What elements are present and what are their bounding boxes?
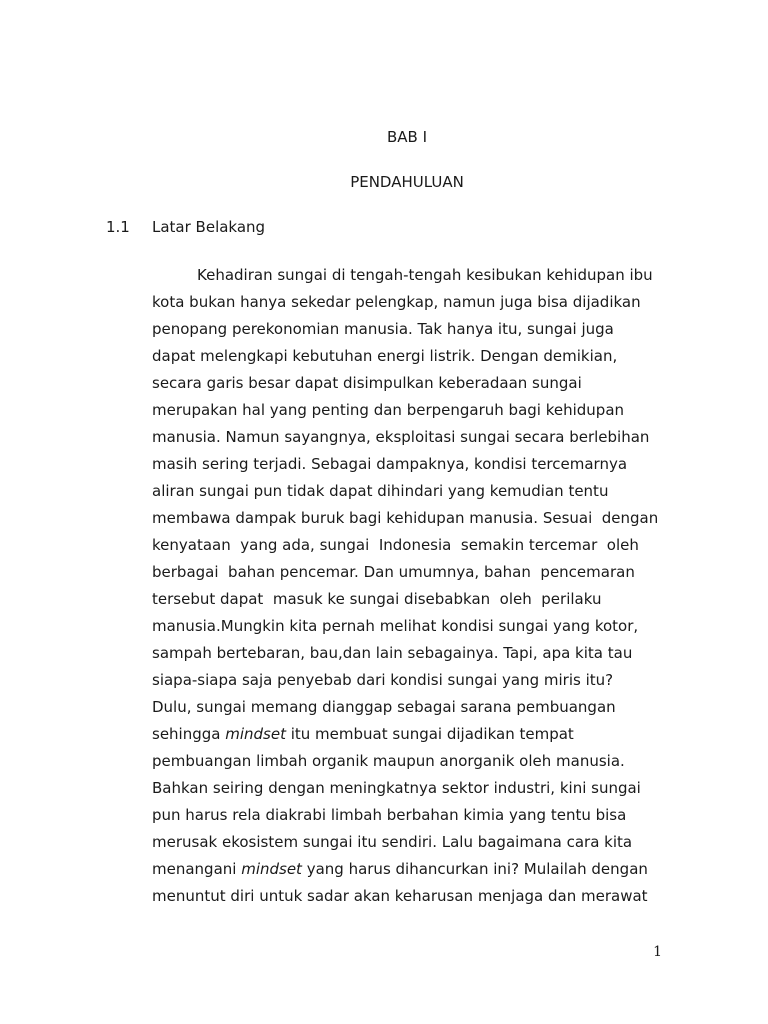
paragraph-line: aliran sungai pun tidak dapat dihindari yang kemudian tentu — [152, 482, 609, 500]
paragraph-line: kota bukan hanya sekedar pelengkap, namun juga bisa dijadikan — [152, 293, 641, 311]
paragraph-line — [152, 856, 672, 883]
paragraph-line: tersebut dapat masuk ke sungai disebabkan oleh perilaku — [152, 590, 602, 608]
body-paragraph — [152, 262, 672, 910]
text-run: itu membuat sungai dijadikan tempat — [285, 725, 574, 743]
paragraph-line: pembuangan limbah organik maupun anorganik oleh manusia. — [152, 752, 625, 770]
paragraph-line: dapat melengkapi kebutuhan energi listrik. Dengan demikian, — [152, 347, 618, 365]
paragraph-line: merusak ekosistem sungai itu sendiri. Lalu bagaimana cara kita — [152, 833, 633, 851]
chapter-number: BAB I — [386, 128, 428, 146]
paragraph-line: manusia.Mungkin kita pernah melihat kondisi sungai yang kotor, — [152, 617, 639, 635]
paragraph-line: sampah bertebaran, bau,dan lain sebagainya. Tapi, apa kita tau — [152, 644, 633, 662]
paragraph-line: berbagai bahan pencemar. Dan umumnya, bahan pencemaran — [152, 563, 635, 581]
paragraph-line: merupakan hal yang penting dan berpengaruh bagi kehidupan — [152, 401, 625, 419]
italic-term: mindset — [241, 860, 302, 878]
paragraph-line: kenyataan yang ada, sungai Indonesia semakin tercemar oleh — [152, 536, 639, 554]
paragraph-line: pun harus rela diakrabi limbah berbahan kimia yang tentu bisa — [152, 806, 627, 824]
paragraph-line: menuntut diri untuk sadar akan keharusan menjaga dan merawat — [152, 887, 648, 905]
paragraph-line: Dulu, sungai memang dianggap sebagai sarana pembuangan — [152, 698, 616, 716]
paragraph-line: Kehadiran sungai di tengah-tengah kesibukan kehidupan ibu — [197, 266, 653, 284]
paragraph-line: membawa dampak buruk bagi kehidupan manusia. Sesuai dengan — [152, 509, 659, 527]
paragraph-line — [152, 721, 672, 748]
italic-term: mindset — [225, 725, 286, 743]
paragraph-line: siapa-siapa saja penyebab dari kondisi sungai yang miris itu? — [152, 671, 614, 689]
paragraph-line: masih sering terjadi. Sebagai dampaknya, kondisi tercemarnya — [152, 455, 628, 473]
page-number: 1 — [653, 944, 662, 960]
section-title: Latar Belakang — [152, 218, 266, 236]
paragraph-line: manusia. Namun sayangnya, eksploitasi sungai secara berlebihan — [152, 428, 650, 446]
section-number: 1.1 — [106, 218, 130, 236]
paragraph-line: Bahkan seiring dengan meningkatnya sektor industri, kini sungai — [152, 779, 641, 797]
paragraph-line: penopang perekonomian manusia. Tak hanya itu, sungai juga — [152, 320, 614, 338]
section-heading — [106, 217, 265, 237]
text-run: yang harus dihancurkan ini? Mulailah dengan — [301, 860, 648, 878]
text-run: menangani — [152, 860, 242, 878]
text-run: sehingga — [152, 725, 226, 743]
paragraph-line: secara garis besar dapat disimpulkan keberadaan sungai — [152, 374, 582, 392]
chapter-title: PENDAHULUAN — [350, 173, 464, 191]
